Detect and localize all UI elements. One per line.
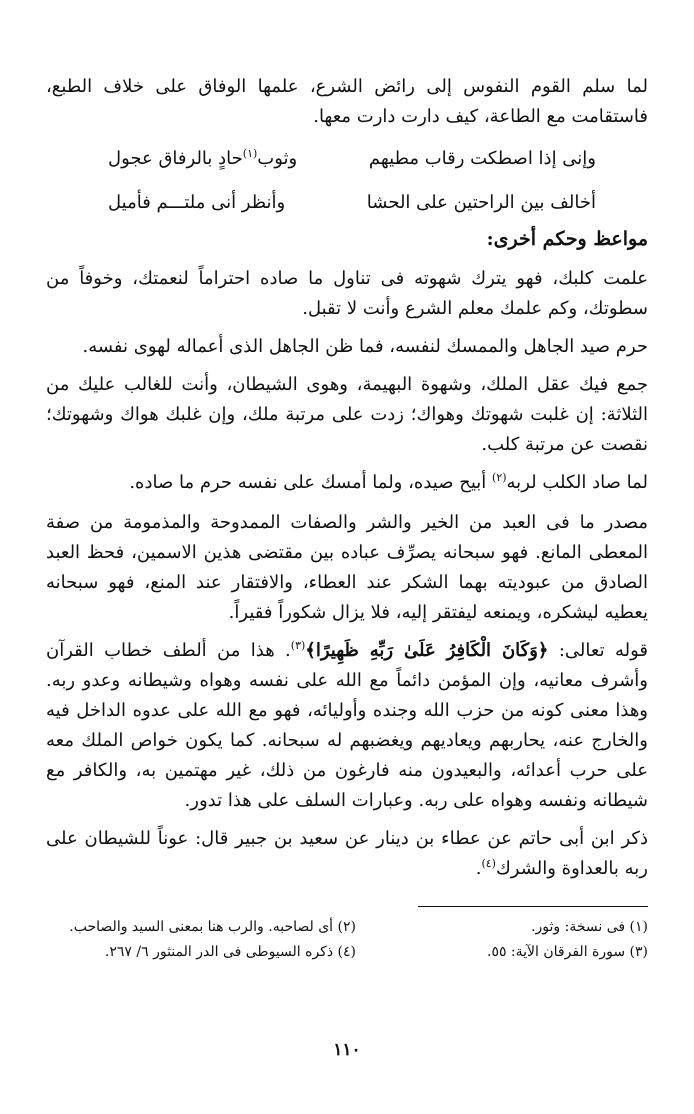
paragraph-7 bbox=[46, 636, 648, 816]
footnote-separator bbox=[418, 906, 648, 907]
footnote-ref-1: (١) bbox=[242, 146, 258, 160]
verse-line-1 bbox=[46, 136, 648, 180]
paragraph-7-body: . هذا من ألطف خطاب القرآن وأشرف معانيه، وإن المؤمن دائماً مع الله على نفسه وهواه وشيطانه وعدو ربه. وهذا معنى كونه من حزب الله وجنده وأوليائه، فهو مع الله على عدوه الداخل فيه والخارج عنه، يحاربهم ويعاديهم ويغضبهم له سبحانه. كما يكون خواص الملك معه على حرب أعدائه، والبعيدون منه فارغون من ذلك، غير مهتمين به، والكافر مع شيطانه ونفسه وهواه على ربه. وعبارات السلف على هذا تدور. bbox=[46, 640, 648, 811]
paragraph-8-part-a: ذكر ابن أبى حاتم عن عطاء بن دينار عن سعيد بن جبير قال: عوناً للشيطان على ربه بالعداوة والشرك bbox=[46, 828, 648, 879]
footnote-4: (٤) ذكره السيوطى فى الدر المنثور ٦/ ٢٦٧. bbox=[104, 944, 356, 960]
paragraph-2: علمت كلبك، فهو يترك شهوته فى تناول ما صاده احتراماً لنعمتك، وخوفاً من سطوتك، وكم علمك معلم الشرع وأنت لا تقبل. bbox=[46, 268, 648, 319]
verse-1-first-hemistich: وإنى إذا اصطكت رقاب مطيهم bbox=[368, 147, 596, 169]
page-number: ١١٠ bbox=[333, 1040, 361, 1060]
footnote-ref-4: (٤) bbox=[481, 857, 496, 870]
paragraph-7-intro: قوله تعالى: bbox=[548, 640, 648, 661]
paragraph-8 bbox=[46, 824, 648, 884]
footnote-2: (٢) أى لصاحبه. والرب هنا بمعنى السيد والصاحب. bbox=[69, 919, 356, 935]
verse-2-second-hemistich: وأنظر أنى ملتـــم فأميل bbox=[108, 191, 286, 213]
footnotes-row-2 bbox=[46, 940, 648, 965]
footnote-ref-2: (٢) bbox=[492, 471, 507, 484]
paragraph-3: حرم صيد الجاهل والممسك لنفسه، فما ظن الجاهل الذى أعماله لهوى نفسه. bbox=[82, 336, 648, 357]
verse-line-2 bbox=[46, 180, 648, 224]
paragraph-1: لما سلم القوم النفوس إلى رائض الشرع، علمها الوفاق على خلاف الطبع، فاستقامت مع الطاعة، كيف دارت دارت معها. bbox=[46, 76, 648, 127]
verse-1-second-hemistich bbox=[108, 148, 297, 169]
footnote-ref-3: (٣) bbox=[290, 639, 306, 652]
footnotes-row-1 bbox=[46, 915, 648, 940]
section-heading: مواعظ وحكم أخرى: bbox=[486, 228, 648, 250]
paragraph-5-part-b: أبيح صيده، ولما أمسك على نفسه حرم ما صاده. bbox=[129, 472, 493, 493]
footnote-1: (١) فى نسخة: وثور. bbox=[531, 919, 648, 935]
verse-1-second-hemistich-part-a: وثوب bbox=[257, 147, 298, 169]
paragraph-5-part-a: لما صاد الكلب لربه bbox=[506, 472, 648, 493]
verse-1-second-hemistich-part-b: حادٍ بالرفاق عجول bbox=[108, 147, 243, 169]
verse-2-first-hemistich: أخالف بين الراحتين على الحشا bbox=[366, 191, 596, 213]
paragraph-6: مصدر ما فى العبد من الخير والشر والصفات الممدوحة والمذمومة من صفة المعطى المانع. فهو سبحانه يصرِّف عباده بين مقتضى هذين الاسمين، فحظ العبد الصادق من عبوديته بهما الشكر عند العطاء، والافتقار عند المنع، فهو سبحانه يعطيه ليشكره، ويمنعه ليفتقر إليه، فلا يزال شكوراً فقيراً. bbox=[46, 512, 648, 623]
quran-verse: ﴿وَكَانَ الْكَافِرُ عَلَىٰ رَبِّهِ ظَهِيرًا﴾ bbox=[305, 640, 549, 661]
paragraph-5 bbox=[46, 468, 648, 498]
paragraph-8-part-b: . bbox=[475, 858, 482, 879]
footnote-3: (٣) سورة الفرقان الآية: ٥٥. bbox=[486, 944, 648, 960]
paragraph-4: جمع فيك عقل الملك، وشهوة البهيمة، وهوى الشيطان، وأنت للغالب عليك من الثلاثة: إن غلبت شهوتك وهواك؛ زدت على مرتبة ملك، وإن غلبك هواك وشهوتك؛ نقصت عن مرتبة كلب. bbox=[46, 374, 648, 455]
